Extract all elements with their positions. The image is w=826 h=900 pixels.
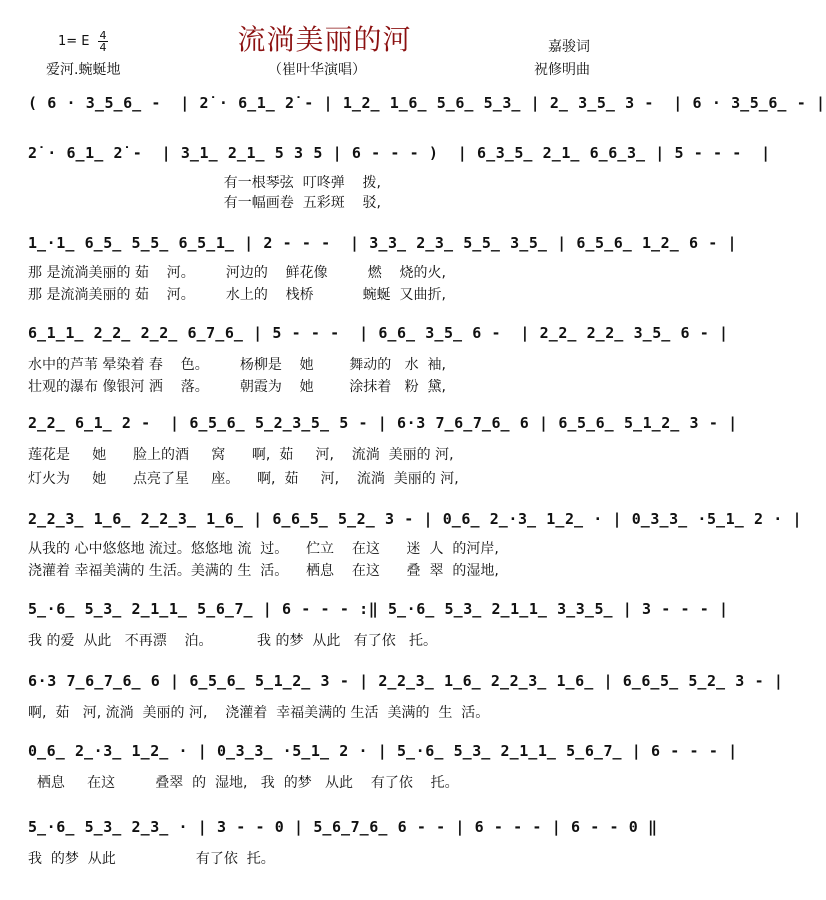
lyric-line-7: 我 的爱 从此 不再漂 泊。 我 的梦 从此 有了依 托。 <box>28 633 438 649</box>
notation-line-7: 5̲·6̲ 5̲3̲ 2̲1̲1̲ 5̲6̲7̲ | 6 - - - :‖ 5̲·6̲ 5̲3̲ 2̲1̲1̲ 3̲3̲5̲ | 3 - - - | <box>28 600 729 618</box>
lyric-line-8: 啊, 茹 河, 流淌 美丽的 河, 浇灌着 幸福美满的 生活 美满的 生 活。 <box>28 705 490 721</box>
lyric-line-3a: 那 是流淌美丽的 茹 河。 河边的 鲜花像 燃 烧的火, <box>28 265 446 281</box>
lyric-line-10: 我 的梦 从此 有了依 托。 <box>28 851 275 867</box>
lyric-line-4a: 水中的芦苇 晕染着 春 色。 杨柳是 她 舞动的 水 袖, <box>28 357 446 373</box>
lyric-line-5b: 灯火为 她 点亮了星 座。 啊, 茹 河, 流淌 美丽的 河, <box>28 471 459 487</box>
time-signature <box>98 30 108 53</box>
meter-bottom: 4 <box>99 41 107 54</box>
notation-line-2: 2̇ · 6̲1̲ 2̇ - | 3̲1̲ 2̲1̲ 5 3 5 | 6 - - - ) | 6̲3̲5̲ 2̲1̲ 6̲6̲3̲ | 5 - - - | <box>28 144 771 162</box>
lyric-line-2a: 有一根琴弦 叮咚弹 拨, <box>28 175 381 191</box>
composer-credit: 祝修明曲 <box>534 62 590 78</box>
lyric-line-6a: 从我的 心中悠悠地 流过。悠悠地 流 过。 伫立 在这 迷 人 的河岸, <box>28 541 499 557</box>
notation-line-9: 0̲6̲ 2̲·3̲ 1̲2̲ · | 0̲3̲3̲ ·5̲1̲ 2 · | 5̲·6̲ 5̲3̲ 2̲1̲1̲ 5̲6̲7̲ | 6 - - - | <box>28 742 738 760</box>
meter-top: 4 <box>99 29 107 42</box>
lyric-line-5a: 莲花是 她 脸上的酒 窝 啊, 茹 河, 流淌 美丽的 河, <box>28 447 454 463</box>
notation-line-10: 5̲·6̲ 5̲3̲ 2̲3̲ · | 3 - - 0 | 5̲6̲7̲6̲ 6 - - | 6 - - - | 6 - - 0 ‖ <box>28 818 658 836</box>
lyric-line-4b: 壮观的瀑布 像银河 洒 落。 朝霞为 她 涂抹着 粉 黛, <box>28 379 446 395</box>
singer-credit: （崔叶华演唱） <box>268 62 366 78</box>
song-title: 流淌美丽的河 <box>237 23 412 56</box>
lyricist-credit: 嘉骏词 <box>548 39 590 55</box>
notation-line-5: 2̲2̲ 6̲1̲ 2 - | 6̲5̲6̲ 5̲2̲3̲5̲ 5 - | 6·3 7̲6̲7̲6̲ 6 | 6̲5̲6̲ 5̲1̲2̲ 3 - | <box>28 414 738 432</box>
lyric-line-3b: 那 是流淌美丽的 茹 河。 水上的 栈桥 蜿蜒 又曲折, <box>28 287 446 303</box>
key-signature: 1= E <box>58 34 90 49</box>
expression-mark: 爱河.蜿蜒地 <box>46 62 121 78</box>
notation-line-8: 6·3 7̲6̲7̲6̲ 6 | 6̲5̲6̲ 5̲1̲2̲ 3 - | 2̲2̲3̲ 1̲6̲ 2̲2̲3̲ 1̲6̲ | 6̲6̲5̲ 5̲2̲ 3 - | <box>28 672 784 690</box>
notation-line-1: ( 6 · 3̲5̲6̲ - | 2̇ · 6̲1̲ 2̇ - | 1̲2̲ 1̲6̲ 5̲6̲ 5̲3̲ | 2̲ 3̲5̲ 3 - | 6 · 3̲5̲6̲ - | <box>28 94 826 112</box>
lyric-line-9: 栖息 在这 叠翠 的 湿地, 我 的梦 从此 有了依 托。 <box>28 775 459 791</box>
notation-line-6: 2̲2̲3̲ 1̲6̲ 2̲2̲3̲ 1̲6̲ | 6̲6̲5̲ 5̲2̲ 3 - | 0̲6̲ 2̲·3̲ 1̲2̲ · | 0̲3̲3̲ ·5̲1̲ 2 · | <box>28 510 803 528</box>
notation-line-4: 6̲1̲1̲ 2̲2̲ 2̲2̲ 6̲7̲6̲ | 5 - - - | 6̲6̲ 3̲5̲ 6 - | 2̲2̲ 2̲2̲ 3̲5̲ 6 - | <box>28 324 729 342</box>
notation-line-3: 1̲·1̲ 6̲5̲ 5̲5̲ 6̲5̲1̲ | 2 - - - | 3̲3̲ 2̲3̲ 5̲5̲ 3̲5̲ | 6̲5̲6̲ 1̲2̲ 6 - | <box>28 234 738 252</box>
lyric-line-2b: 有一幅画卷 五彩斑 驳, <box>28 195 381 211</box>
lyric-line-6b: 浇灌着 幸福美满的 生活。美满的 生 活。 栖息 在这 叠 翠 的湿地, <box>28 563 499 579</box>
